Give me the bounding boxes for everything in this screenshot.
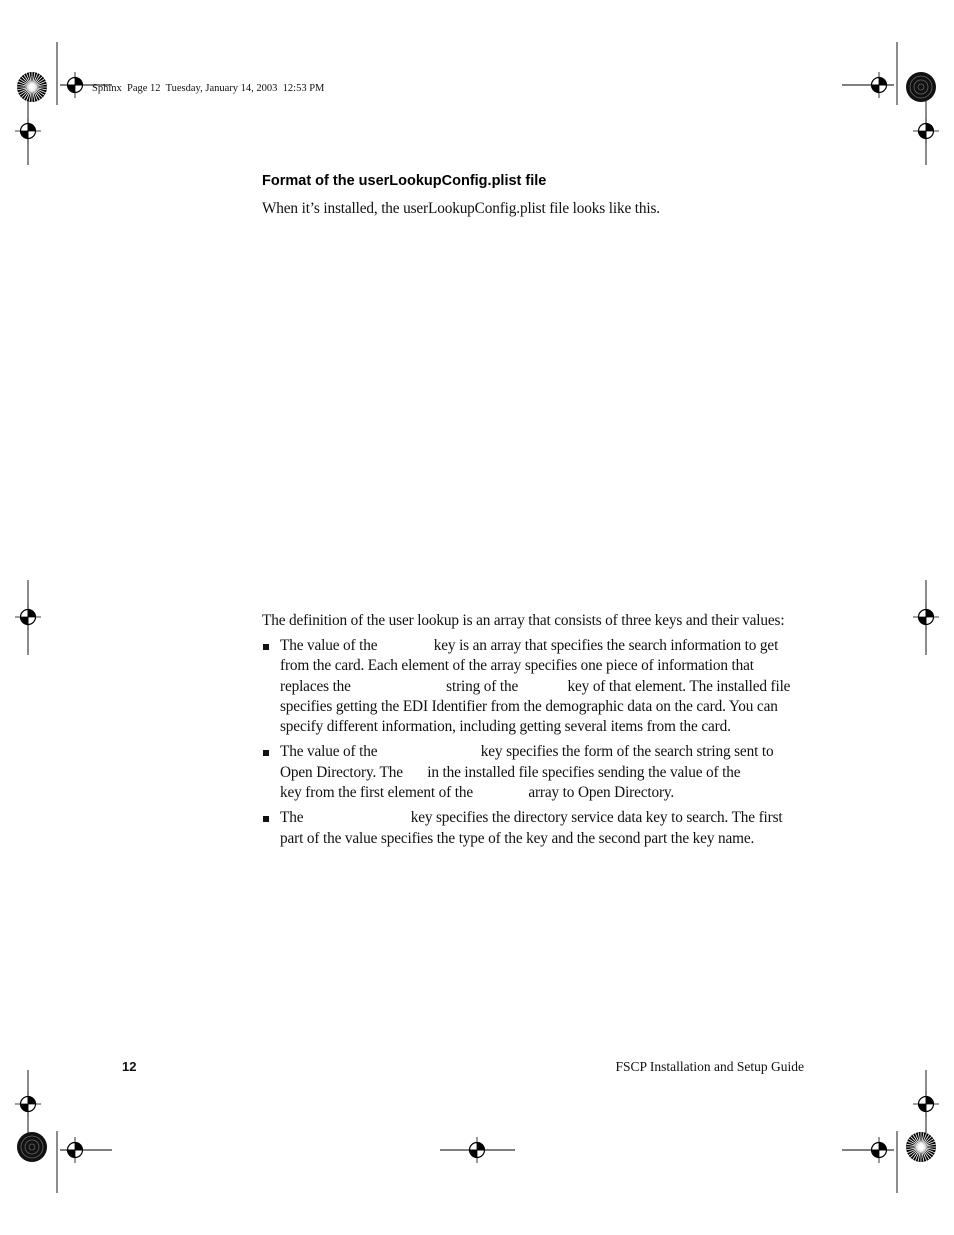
registration-mark-icon	[464, 1137, 490, 1163]
square-bullet-icon	[263, 816, 269, 822]
key-description-list	[262, 636, 804, 854]
square-bullet-icon	[263, 750, 269, 756]
book-title: FSCP Installation and Setup Guide	[615, 1059, 804, 1074]
bullet-text: key specifies the form of the search string sent to Open Directory. The	[280, 743, 774, 781]
registration-mark-icon	[913, 1091, 939, 1117]
registration-mark-icon	[15, 1091, 41, 1117]
bullet-text: key specifies the directory service data key to search. The first part of the value specifies the type of the key and the second part the key name.	[280, 809, 783, 847]
bullet-text: key from the first element of the	[280, 784, 477, 802]
bullet-text: key is an array that specifies the search information to get from the card. Each element of the array specifies one piece of information that replaces the	[280, 637, 779, 695]
bullet-text: The value of the	[280, 637, 382, 654]
registration-mark-icon	[866, 72, 892, 98]
list-item	[262, 808, 804, 849]
bullet-text: string of the	[442, 677, 522, 695]
bullet-text: array to Open Directory.	[524, 784, 675, 802]
slug-line: Sphinx Page 12 Tuesday, January 14, 2003 12:53 PM	[92, 83, 325, 94]
registration-mark-icon	[913, 604, 939, 630]
starburst-mark-icon	[906, 1132, 936, 1162]
intro-paragraph: When it’s installed, the userLookupConfig.plist file looks like this.	[262, 200, 660, 217]
registration-mark-icon	[62, 1137, 88, 1163]
page-number: 12	[122, 1059, 137, 1074]
registration-mark-icon	[913, 118, 939, 144]
registration-mark-icon	[62, 72, 88, 98]
registration-mark-icon	[866, 1137, 892, 1163]
starburst-mark-icon	[17, 72, 47, 102]
bullet-text: key of that element. The installed file specifies getting the EDI Identifier from the demographic data on the card. You can specify different information, including getting several items from the card.	[280, 677, 791, 736]
square-bullet-icon	[263, 644, 269, 650]
section-heading: Format of the userLookupConfig.plist file	[262, 173, 547, 189]
registration-mark-icon	[15, 118, 41, 144]
bullet-text: The value of the	[280, 743, 382, 761]
registration-mark-icon	[15, 604, 41, 630]
bullet-text: The	[280, 809, 308, 827]
color-target-icon	[906, 72, 936, 102]
list-item	[262, 636, 804, 737]
list-item	[262, 742, 804, 803]
color-target-icon	[17, 1132, 47, 1162]
bullet-text: in the installed file specifies sending the value of the	[423, 763, 745, 781]
definition-paragraph: The definition of the user lookup is an array that consists of three keys and their values:	[262, 612, 785, 629]
